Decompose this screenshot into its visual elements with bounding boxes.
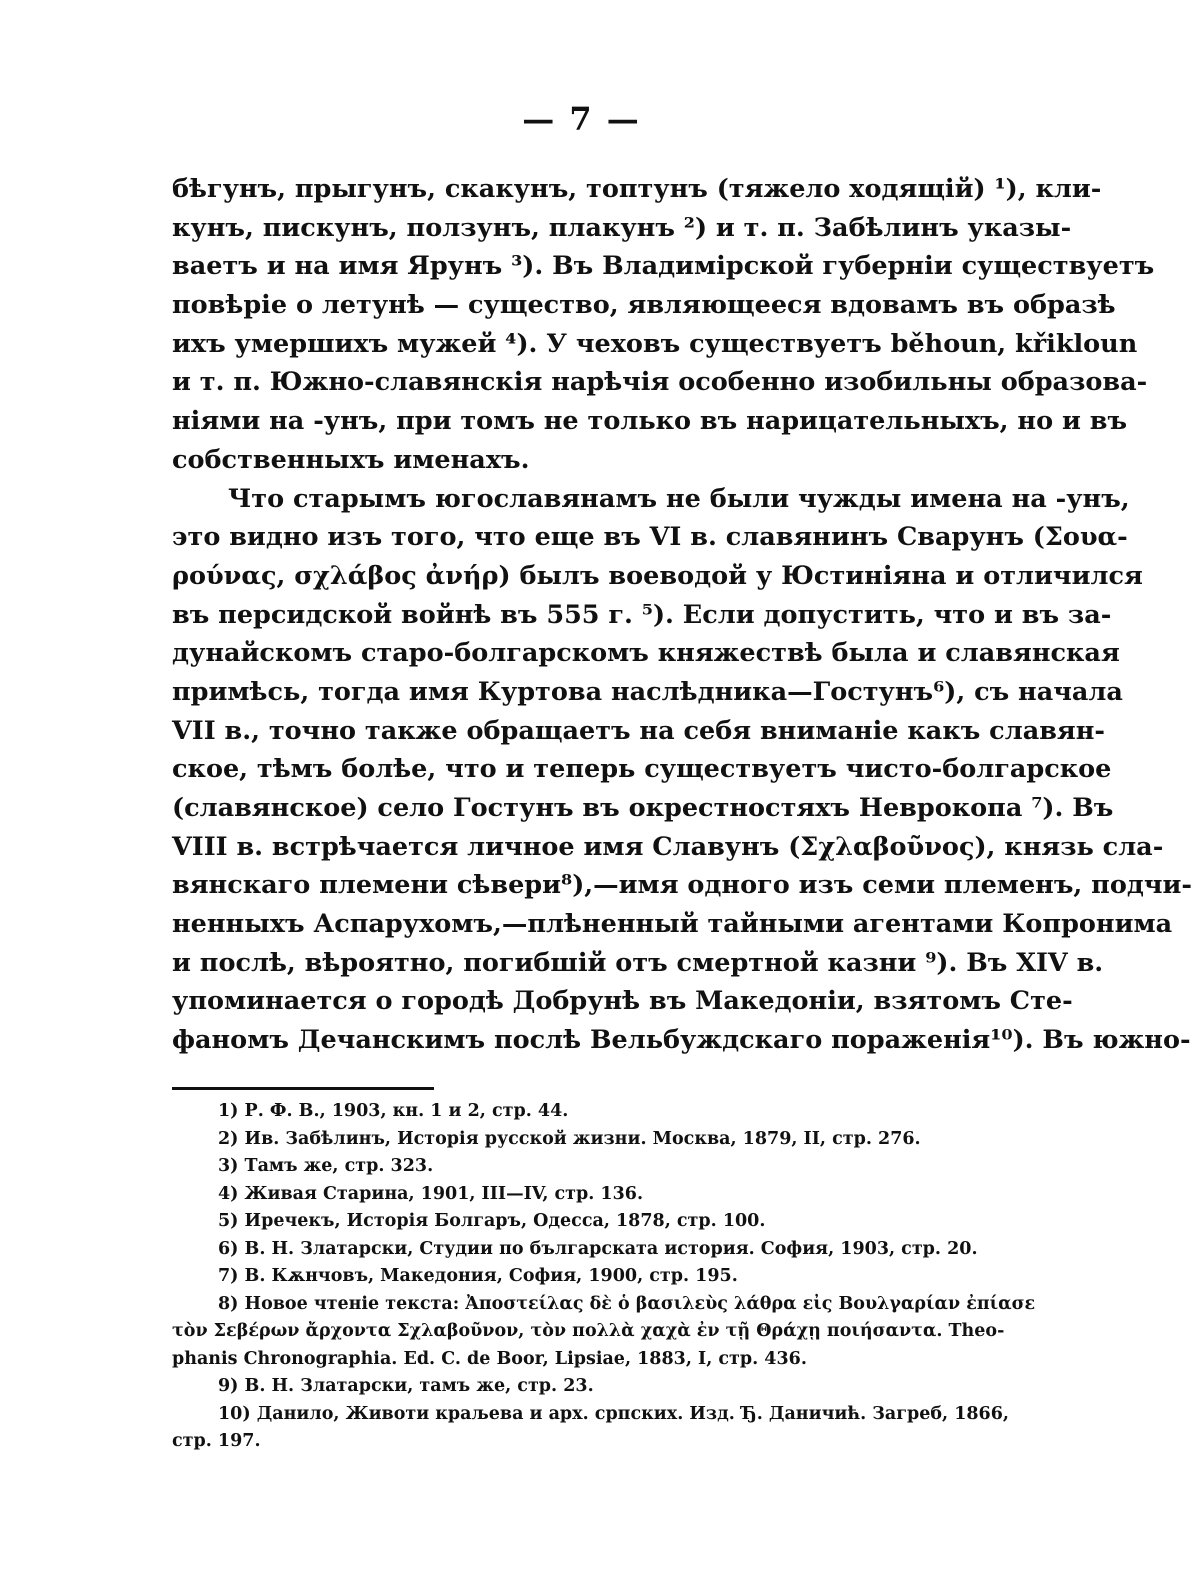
body-line: VIII в. встрѣчается личное имя Славунъ (Σχλαβοῦνος), князь сла-: [172, 831, 1164, 862]
body-line: ненныхъ Аспарухомъ,—плѣненный тайными агентами Копронима: [172, 909, 1173, 940]
body-line: кунъ, пискунъ, ползунъ, плакунъ ²) и т. п. Забѣлинъ указы-: [172, 212, 1072, 243]
footnote: 9) В. Н. Златарски, тамъ же, стр. 23.: [218, 1376, 594, 1396]
footnote: 10) Данило, Животи краљева и арх. српских. Изд. Ђ. Даничић. Загреб, 1866,: [218, 1403, 1009, 1424]
body-line: ніями на -унъ, при томъ не только въ нарицательныхъ, но и въ: [172, 406, 1128, 437]
body-line: это видно изъ того, что еще въ VI в. славянинъ Сварунъ (Σουα-: [172, 522, 1128, 553]
body-line: и т. п. Южно-славянскія нарѣчія особенно изобильны образова-: [172, 367, 1148, 398]
body-line: въ персидской войнѣ въ 555 г. ⁵). Если допустить, что и въ за-: [172, 599, 1112, 630]
footnote: 4) Живая Старина, 1901, III—IV, стр. 136.: [218, 1183, 644, 1204]
body-line: ρούνας, σχλάβος ἀνήρ) былъ воеводой у Юстиніяна и отличился: [172, 560, 1143, 591]
footnote: 6) В. Н. Златарски, Студии по българската история. София, 1903, стр. 20.: [218, 1238, 978, 1259]
body-line: ское, тѣмъ болѣе, что и теперь существуетъ чисто-болгарское: [172, 754, 1112, 785]
footnote-continuation: τὸν Σεβέρων ἄρχοντα Σχλαβοῦνον, τὸν πολλὰ χαχὰ ἐν τῇ Θράχῃ ποιήσαντα. Theo-: [172, 1321, 1005, 1341]
body-line: (славянское) село Гостунъ въ окрестностяхъ Неврокопа ⁷). Въ: [172, 793, 1114, 823]
body-line: VII в., точно также обращаетъ на себя вниманіе какъ славян-: [172, 715, 1106, 746]
body-line: вянскаго племени сѣвери⁸),—имя одного изъ семи племенъ, подчи-: [172, 870, 1192, 901]
body-line: ихъ умершихъ мужей ⁴). У чеховъ существуетъ běhoun, křiklоun: [172, 328, 1138, 359]
body-line: упоминается о городѣ Добрунѣ въ Македоніи, взятомъ Сте-: [172, 986, 1073, 1017]
footnote: 1) Р. Ф. В., 1903, кн. 1 и 2, стр. 44.: [218, 1101, 569, 1121]
footnote: 7) В. Кѫнчовъ, Македония, София, 1900, стр. 195.: [218, 1266, 738, 1286]
body-line: бѣгунъ, прыгунъ, скакунъ, топтунъ (тяжело ходящій) ¹), кли-: [172, 174, 1102, 204]
body-text: [172, 170, 1192, 1060]
body-line: Что старымъ югославянамъ не были чужды имена на -унъ,: [228, 483, 1130, 514]
footnote-continuation: phanis Chronographia. Ed. C. de Boor, Lipsiae, 1883, I, стр. 436.: [172, 1348, 807, 1369]
footnote: 3) Тамъ же, стр. 323.: [218, 1156, 434, 1176]
footnote: 8) Новое чтеніе текста: Ἀποστείλας δὲ ὁ βασιλεὺς λάθρα εἰς Βουλγαρίαν ἐπίασε: [218, 1293, 1036, 1314]
body-line: ваетъ и на имя Ярунъ ³). Въ Владимірской губерніи существуетъ: [172, 251, 1155, 282]
body-line: фаномъ Дечанскимъ послѣ Вельбуждскаго пораженія¹⁰). Въ южно-: [172, 1025, 1191, 1056]
footnote-continuation: стр. 197.: [172, 1431, 261, 1451]
page-number: — 7 —: [522, 100, 641, 138]
body-line: дунайскомъ старо-болгарскомъ княжествѣ была и славянская: [172, 638, 1120, 669]
body-line: и послѣ, вѣроятно, погибшій отъ смертной казни ⁹). Въ XIV в.: [172, 947, 1104, 978]
body-line: повѣріе о летунѣ — существо, являющееся вдовамъ въ образѣ: [172, 290, 1116, 321]
body-line: собственныхъ именахъ.: [172, 444, 530, 475]
body-line: примѣсь, тогда имя Куртова наслѣдника—Гостунъ⁶), съ начала: [172, 676, 1123, 707]
footnote: 5) Иречекъ, Исторія Болгаръ, Одесса, 1878, стр. 100.: [218, 1211, 766, 1231]
footnote: 2) Ив. Забѣлинъ, Исторія русской жизни. Москва, 1879, II, стр. 276.: [218, 1128, 921, 1149]
footnote-separator: [172, 1087, 434, 1090]
footnotes: [172, 1098, 1036, 1456]
